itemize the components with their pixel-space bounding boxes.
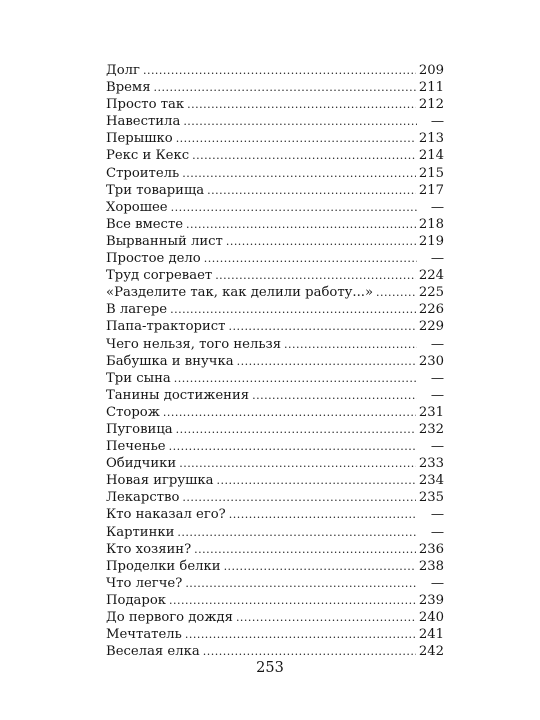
toc-entry-title: Что легче? <box>106 575 183 591</box>
toc-entry-page: — <box>430 507 444 523</box>
toc-entry <box>106 233 444 250</box>
dot-leader <box>215 267 416 284</box>
dot-leader <box>252 387 417 404</box>
dot-leader <box>229 506 417 523</box>
toc-entry-page: 212 <box>418 97 444 113</box>
toc-entry-page: — <box>430 251 444 267</box>
dot-leader <box>226 233 416 250</box>
toc-entry <box>106 558 444 575</box>
toc-entry <box>106 421 444 438</box>
toc-entry <box>106 318 444 335</box>
toc-entry-page: 236 <box>418 541 444 557</box>
toc-entry-page: — <box>430 524 444 540</box>
toc-entry <box>106 216 444 233</box>
toc-entry-title: Строитель <box>106 165 180 181</box>
toc-entry-title: Просто так <box>106 97 185 113</box>
toc-entry <box>106 592 444 609</box>
toc-entry-title: Время <box>106 80 151 96</box>
dot-leader <box>170 301 416 318</box>
toc-entry-title: Папа-тракторист <box>106 319 226 335</box>
toc-entry-page: 215 <box>418 165 444 181</box>
toc-entry-title: Рекс и Кекс <box>106 148 190 164</box>
toc-entry <box>106 370 444 387</box>
toc-entry <box>106 387 444 404</box>
toc-entry-title: Перышко <box>106 131 173 147</box>
page-number: 253 <box>256 660 284 676</box>
dot-leader <box>194 541 416 558</box>
toc-entry-title: Труд согревает <box>106 268 213 284</box>
toc-entry <box>106 130 444 147</box>
toc-entry <box>106 609 444 626</box>
toc-entry-page: — <box>430 199 444 215</box>
toc-entry-page: 232 <box>418 421 444 437</box>
toc-entry <box>106 301 444 318</box>
toc-entry-page: 226 <box>418 302 444 318</box>
toc-entry-page: 213 <box>418 131 444 147</box>
toc-entry <box>106 541 444 558</box>
toc-entry <box>106 62 444 79</box>
toc-entry-page: — <box>430 370 444 386</box>
toc-entry-title: Танины достижения <box>106 387 250 403</box>
toc-entry-page: — <box>430 575 444 591</box>
toc-entry-title: Хорошее <box>106 199 168 215</box>
toc-entry-page: 219 <box>418 233 444 249</box>
toc-entry <box>106 79 444 96</box>
dot-leader <box>171 199 417 216</box>
toc-entry-title: Обидчики <box>106 456 177 472</box>
dot-leader <box>176 421 416 438</box>
toc-entry-title: Долг <box>106 63 140 78</box>
dot-leader <box>163 404 416 421</box>
toc-entry <box>106 404 444 421</box>
dot-leader <box>224 558 416 575</box>
table-of-contents <box>106 62 444 660</box>
dot-leader <box>217 472 416 489</box>
toc-entry <box>106 250 444 267</box>
toc-entry-page: 242 <box>418 644 444 660</box>
toc-entry-title: Лекарство <box>106 490 180 506</box>
dot-leader <box>187 96 416 113</box>
dot-leader <box>154 79 416 96</box>
toc-entry <box>106 489 444 506</box>
toc-entry <box>106 455 444 472</box>
dot-leader <box>192 147 416 164</box>
toc-entry-title: Сторож <box>106 404 160 420</box>
toc-entry <box>106 438 444 455</box>
toc-entry <box>106 472 444 489</box>
toc-entry <box>106 353 444 370</box>
toc-entry <box>106 506 444 523</box>
dot-leader <box>228 318 415 335</box>
toc-entry-page: 241 <box>418 627 444 643</box>
toc-entry-page: 231 <box>418 404 444 420</box>
toc-entry-title: Картинки <box>106 524 175 540</box>
toc-entry-title: Чего нельзя, того нельзя <box>106 336 282 352</box>
toc-entry-page: 240 <box>418 610 444 625</box>
dot-leader <box>169 438 417 455</box>
toc-entry-page: 218 <box>418 216 444 232</box>
toc-entry-title: Три сына <box>106 370 171 386</box>
toc-entry <box>106 199 444 216</box>
toc-entry-title: Новая игрушка <box>106 473 214 489</box>
dot-leader <box>179 455 416 472</box>
toc-entry-title: В лагере <box>106 302 168 318</box>
toc-entry-page: — <box>430 336 444 352</box>
toc-entry-page: 230 <box>418 353 444 369</box>
dot-leader <box>376 284 416 301</box>
toc-entry-page: — <box>430 387 444 403</box>
toc-entry-title: Пуговица <box>106 421 173 437</box>
dot-leader <box>207 182 416 199</box>
toc-entry-page: 211 <box>418 80 444 96</box>
dot-leader <box>143 62 416 79</box>
toc-entry <box>106 165 444 182</box>
dot-leader <box>177 524 417 541</box>
toc-entry-title: Вырванный лист <box>106 233 223 249</box>
dot-leader <box>169 592 416 609</box>
toc-entry-title: Кто наказал его? <box>106 507 226 523</box>
toc-entry-title: «Разделите так, как делили работу...» <box>106 285 374 301</box>
toc-entry-page: 239 <box>418 592 444 608</box>
toc-entry-title: Бабушка и внучка <box>106 353 234 369</box>
toc-entry <box>106 96 444 113</box>
toc-entry <box>106 524 444 541</box>
toc-entry <box>106 284 444 301</box>
dot-leader <box>236 609 416 626</box>
toc-entry <box>106 643 444 660</box>
toc-entry <box>106 575 444 592</box>
toc-entry-page: 214 <box>418 148 444 164</box>
dot-leader <box>237 353 416 370</box>
toc-entry-title: Печенье <box>106 439 166 455</box>
toc-entry <box>106 147 444 164</box>
toc-entry <box>106 626 444 643</box>
toc-entry-title: Кто хозяин? <box>106 541 192 557</box>
toc-entry-page: 229 <box>418 319 444 335</box>
toc-entry <box>106 113 444 130</box>
dot-leader <box>204 250 417 267</box>
toc-entry-title: Проделки белки <box>106 558 221 574</box>
toc-entry-title: До первого дождя <box>106 610 233 625</box>
dot-leader <box>185 626 416 643</box>
dot-leader <box>203 643 416 660</box>
toc-entry <box>106 182 444 199</box>
dot-leader <box>183 113 417 130</box>
toc-entry-page: 225 <box>418 285 444 301</box>
toc-entry <box>106 336 444 353</box>
toc-entry-page: — <box>430 439 444 455</box>
toc-entry-title: Простое дело <box>106 251 201 267</box>
toc-entry-title: Три товарища <box>106 182 205 198</box>
dot-leader <box>182 165 416 182</box>
toc-entry-page: 224 <box>418 268 444 284</box>
toc-entry-page: 234 <box>418 473 444 489</box>
toc-entry-title: Навестила <box>106 114 181 130</box>
toc-entry-title: Мечтатель <box>106 627 182 643</box>
dot-leader <box>174 370 417 387</box>
dot-leader <box>176 130 416 147</box>
toc-entry-page: 217 <box>418 182 444 198</box>
dot-leader <box>186 216 416 233</box>
dot-leader <box>182 489 415 506</box>
toc-entry-page: 209 <box>418 63 444 78</box>
toc-entry-page: 235 <box>418 490 444 506</box>
toc-entry-title: Все вместе <box>106 216 184 232</box>
toc-entry-title: Подарок <box>106 592 167 608</box>
toc-entry-page: 238 <box>418 558 444 574</box>
toc-entry-page: — <box>430 114 444 130</box>
toc-entry <box>106 267 444 284</box>
dot-leader <box>284 336 417 353</box>
dot-leader <box>185 575 417 592</box>
toc-entry-page: 233 <box>418 456 444 472</box>
toc-entry-title: Веселая елка <box>106 644 200 660</box>
